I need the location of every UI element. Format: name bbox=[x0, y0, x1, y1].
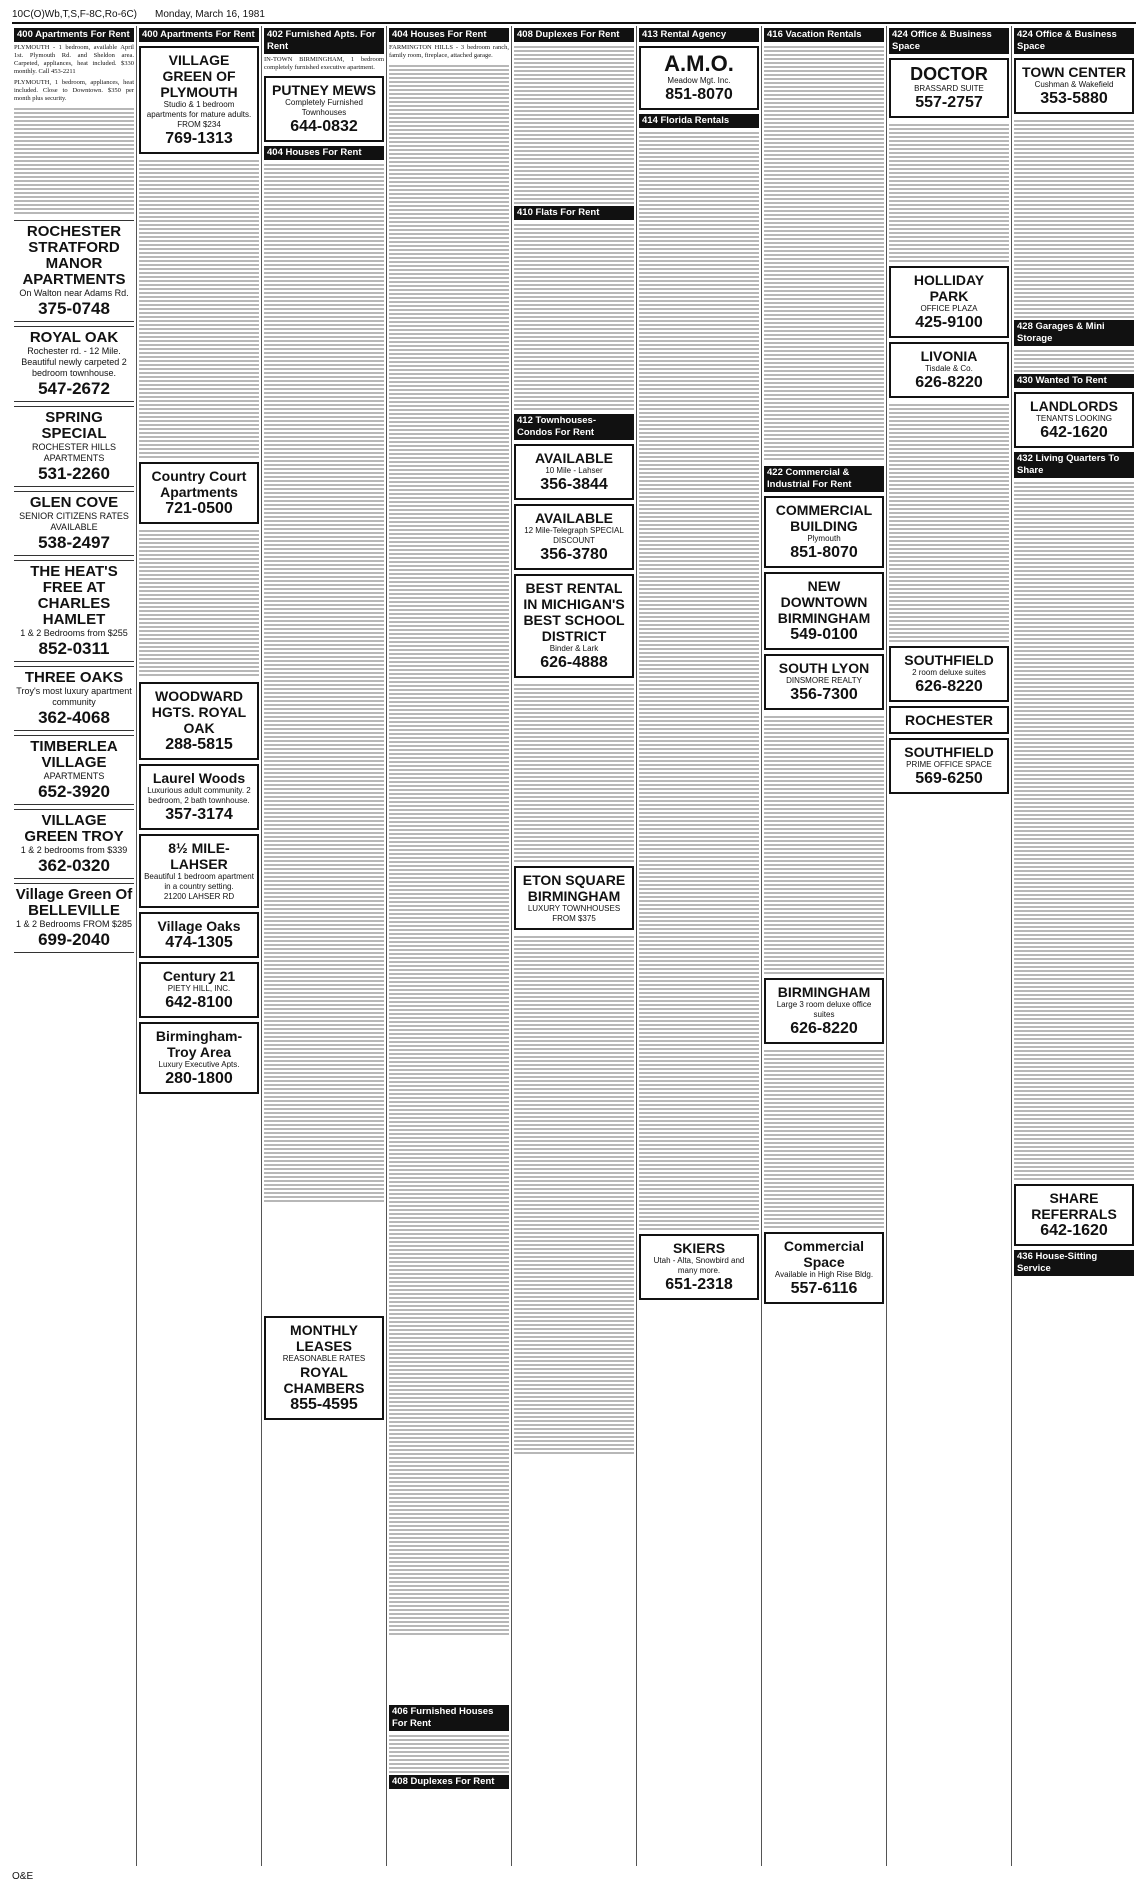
section-heading: 408 Duplexes For Rent bbox=[389, 1775, 509, 1789]
display-ad bbox=[764, 572, 884, 650]
ad-phone: 851-8070 bbox=[665, 86, 733, 103]
display-ad bbox=[764, 654, 884, 710]
ad-title: Laurel Woods bbox=[152, 770, 246, 786]
ad-phone: 651-2318 bbox=[665, 1276, 733, 1293]
text-block bbox=[1014, 348, 1134, 372]
ad-sub: SENIOR CITIZENS RATES AVAILABLE bbox=[19, 511, 129, 532]
display-ad bbox=[14, 666, 134, 731]
column-3 bbox=[262, 26, 387, 1866]
display-ad bbox=[139, 682, 259, 760]
ad-title: SPRING SPECIAL bbox=[41, 409, 107, 442]
text-block bbox=[514, 44, 634, 204]
ad-body: Studio & 1 bedroom apartments for mature adults. bbox=[146, 100, 252, 119]
ad-title: ETON SQUARE BIRMINGHAM bbox=[522, 872, 626, 904]
ad-sub: 1 & 2 Bedrooms from $255 bbox=[20, 628, 128, 638]
display-ad bbox=[764, 978, 884, 1044]
section-heading: 410 Flats For Rent bbox=[514, 206, 634, 220]
text-block bbox=[889, 402, 1009, 642]
display-ad bbox=[14, 326, 134, 402]
ad-title: A.M.O. bbox=[664, 51, 734, 76]
ad-sub: FROM $234 bbox=[177, 120, 221, 129]
section-heading: 424 Office & Business Space bbox=[889, 28, 1009, 54]
ad-sub: PIETY HILL, INC. bbox=[167, 984, 231, 993]
ad-title: Century 21 bbox=[162, 968, 236, 984]
ad-title: COMMERCIAL BUILDING bbox=[775, 502, 873, 534]
ad-phone: 288-5815 bbox=[165, 736, 233, 753]
column-6 bbox=[637, 26, 762, 1866]
display-ad bbox=[514, 866, 634, 930]
display-ad bbox=[514, 504, 634, 570]
column-4 bbox=[387, 26, 512, 1866]
ad-sub: 1 & 2 bedrooms from $339 bbox=[20, 845, 128, 855]
ad-title: Commercial Space bbox=[783, 1238, 865, 1270]
text-block bbox=[139, 528, 259, 678]
ad-sub: Meadow Mgt. Inc. bbox=[667, 76, 731, 85]
ad-title: WOODWARD HGTS. ROYAL OAK bbox=[151, 688, 247, 736]
ad-sub: Utah - Alta, Snowbird and many more. bbox=[653, 1256, 745, 1275]
ad-sub: BRASSARD SUITE bbox=[914, 84, 984, 93]
ad-title: Village Green Of BELLEVILLE bbox=[15, 886, 133, 919]
display-ad bbox=[139, 764, 259, 830]
ad-phone: 557-2757 bbox=[915, 94, 983, 111]
ad-title: Birmingham-Troy Area bbox=[155, 1028, 243, 1060]
ad-phone: 851-8070 bbox=[790, 544, 858, 561]
ad-phone: 474-1305 bbox=[165, 934, 233, 951]
display-ad bbox=[14, 560, 134, 662]
page-date: Monday, March 16, 1981 bbox=[155, 8, 265, 20]
ad-title: VILLAGE GREEN TROY bbox=[24, 812, 124, 845]
ad-sub: Plymouth bbox=[807, 534, 841, 543]
display-ad bbox=[514, 574, 634, 678]
ad-title: TIMBERLEA VILLAGE bbox=[30, 738, 118, 771]
ad-title: SOUTHFIELD bbox=[904, 652, 994, 668]
ad-title: ROCHESTER STRATFORD MANOR APARTMENTS bbox=[22, 223, 126, 288]
section-heading: 400 Apartments For Rent bbox=[14, 28, 134, 42]
section-heading: 416 Vacation Rentals bbox=[764, 28, 884, 42]
display-ad bbox=[889, 266, 1009, 338]
text-block bbox=[764, 1048, 884, 1228]
ad-title: THREE OAKS bbox=[24, 669, 124, 686]
ad-phone: 362-4068 bbox=[38, 708, 110, 727]
column-7 bbox=[762, 26, 887, 1866]
display-ad bbox=[889, 342, 1009, 398]
column-1 bbox=[12, 26, 137, 1866]
ad-sub: Troy's most luxury apartment community bbox=[16, 686, 132, 707]
ad-sub: Large 3 room deluxe office suites bbox=[776, 1000, 872, 1019]
section-heading: 408 Duplexes For Rent bbox=[514, 28, 634, 42]
ad-phone: 547-2672 bbox=[38, 379, 110, 398]
ad-sub: ROCHESTER HILLS APARTMENTS bbox=[31, 442, 117, 463]
ad-phone: 357-3174 bbox=[165, 806, 233, 823]
display-ad bbox=[14, 809, 134, 879]
ad-sub: 10 Mile - Lahser bbox=[545, 466, 603, 475]
ad-title: ROYAL OAK bbox=[29, 329, 119, 346]
ad-phone: 652-3920 bbox=[38, 782, 110, 801]
section-heading: 432 Living Quarters To Share bbox=[1014, 452, 1134, 478]
ad-phone: 642-1620 bbox=[1040, 1222, 1108, 1239]
ad-sub: TENANTS LOOKING bbox=[1035, 414, 1112, 423]
ad-sub: REASONABLE RATES bbox=[282, 1354, 366, 1363]
ad-title: LIVONIA bbox=[920, 348, 978, 364]
ad-title: DOCTOR bbox=[910, 64, 988, 84]
ad-title: AVAILABLE bbox=[534, 450, 614, 466]
section-heading: 404 Houses For Rent bbox=[264, 146, 384, 160]
ad-phone: 569-6250 bbox=[915, 770, 983, 787]
ad-phone: 356-3844 bbox=[540, 476, 608, 493]
column-8 bbox=[887, 26, 1012, 1866]
section-heading: 400 Apartments For Rent bbox=[139, 28, 259, 42]
display-ad bbox=[139, 912, 259, 958]
column-9 bbox=[1012, 26, 1136, 1866]
ad-phone: 280-1800 bbox=[165, 1070, 233, 1087]
section-heading: 424 Office & Business Space bbox=[1014, 28, 1134, 54]
text-block bbox=[889, 122, 1009, 262]
ad-title: TOWN CENTER bbox=[1022, 64, 1126, 80]
ad-title: LANDLORDS bbox=[1030, 398, 1118, 414]
ad-phone: 362-0320 bbox=[38, 856, 110, 875]
footer-code: O&E bbox=[12, 1871, 34, 1882]
ad-title: VILLAGE GREEN OF PLYMOUTH bbox=[160, 52, 238, 100]
text-block bbox=[514, 682, 634, 862]
text-block bbox=[639, 130, 759, 1230]
text-block bbox=[389, 1733, 509, 1773]
display-ad bbox=[264, 76, 384, 142]
ad-phone: 356-3780 bbox=[540, 546, 608, 563]
ad-phone: 425-9100 bbox=[915, 314, 983, 331]
ad-phone: 721-0500 bbox=[165, 500, 233, 517]
ad-phone: 557-6116 bbox=[790, 1280, 858, 1297]
ad-title: BEST RENTAL IN MICHIGAN'S BEST SCHOOL DISTRICT bbox=[523, 580, 625, 644]
classified-ad: PLYMOUTH - 1 bedroom, available April 1st. Plymouth Rd. and Sheldon area. Carpeted, appliances, heat included. $330 monthly. Call 453-2211 bbox=[14, 44, 134, 75]
ad-sub: Binder & Lark bbox=[549, 644, 599, 653]
text-block bbox=[14, 106, 134, 216]
ad-phone: 642-1620 bbox=[1040, 424, 1108, 441]
text-block bbox=[764, 44, 884, 464]
section-heading: 406 Furnished Houses For Rent bbox=[389, 1705, 509, 1731]
ad-phone: 531-2260 bbox=[38, 464, 110, 483]
ad-sub: Cushman & Wakefield bbox=[1034, 80, 1114, 89]
section-heading: 404 Houses For Rent bbox=[389, 28, 509, 42]
classified-ad: PLYMOUTH, 1 bedroom, appliances, heat included. Close to Downtown. $350 per month plus security. bbox=[14, 79, 134, 102]
ad-sub: Completely Furnished Townhouses bbox=[285, 98, 363, 117]
display-ad bbox=[639, 1234, 759, 1300]
ad-phone: 353-5880 bbox=[1040, 90, 1108, 107]
ad-title: Village Oaks bbox=[157, 918, 241, 934]
ad-phone: 644-0832 bbox=[290, 118, 358, 135]
newspaper-page bbox=[12, 6, 1136, 1882]
ad-title: AVAILABLE bbox=[534, 510, 614, 526]
text-block bbox=[1014, 480, 1134, 1180]
ad-phone: 549-0100 bbox=[790, 626, 858, 643]
ad-sub: On Walton near Adams Rd. bbox=[19, 288, 129, 298]
text-block bbox=[1014, 118, 1134, 318]
section-heading: 414 Florida Rentals bbox=[639, 114, 759, 128]
ad-title: SHARE REFERRALS bbox=[1031, 1190, 1117, 1222]
classified-ad: IN-TOWN BIRMINGHAM, 1 bedroom completely furnished executive apartment. bbox=[264, 56, 384, 71]
ad-sub: LUXURY TOWNHOUSES FROM $375 bbox=[527, 904, 621, 923]
ad-title: MONTHLY LEASES bbox=[290, 1322, 358, 1354]
ad-title: PUTNEY MEWS bbox=[272, 82, 376, 98]
display-ad bbox=[14, 883, 134, 953]
section-heading: 422 Commercial & Industrial For Rent bbox=[764, 466, 884, 492]
ad-title: ROCHESTER bbox=[905, 712, 993, 728]
text-block bbox=[389, 63, 509, 1703]
ad-phone: 642-8100 bbox=[165, 994, 233, 1011]
text-block bbox=[514, 222, 634, 412]
column-2 bbox=[137, 26, 262, 1866]
section-heading: 430 Wanted To Rent bbox=[1014, 374, 1134, 388]
ad-phone: 626-8220 bbox=[915, 374, 983, 391]
display-ad bbox=[14, 735, 134, 805]
section-heading: 436 House-Sitting Service bbox=[1014, 1250, 1134, 1276]
page-code: 10C(O)Wb,T,S,F-8C,Ro-6C) bbox=[12, 8, 138, 20]
display-ad bbox=[764, 496, 884, 568]
ad-sub: Tisdale & Co. bbox=[925, 364, 973, 373]
display-ad bbox=[514, 444, 634, 500]
ad-title: THE HEAT'S FREE AT CHARLES HAMLET bbox=[30, 563, 118, 628]
ad-phone: 769-1313 bbox=[165, 130, 233, 147]
display-ad bbox=[14, 406, 134, 487]
ad-title: NEW DOWNTOWN BIRMINGHAM bbox=[777, 578, 871, 626]
section-heading: 402 Furnished Apts. For Rent bbox=[264, 28, 384, 54]
ad-sub: DINSMORE REALTY bbox=[786, 676, 862, 685]
ad-sub: 12 Mile-Telegraph SPECIAL DISCOUNT bbox=[524, 526, 624, 545]
running-header bbox=[12, 6, 1136, 24]
classified-columns bbox=[12, 26, 1136, 1866]
ad-title: SOUTH LYON bbox=[778, 660, 870, 676]
display-ad bbox=[14, 220, 134, 322]
ad-sub: Beautiful 1 bedroom apartment in a country setting. bbox=[144, 872, 254, 891]
classified-ad: FARMINGTON HILLS - 3 bedroom ranch, family room, fireplace, attached garage. bbox=[389, 44, 509, 59]
ad-phone: 852-0311 bbox=[38, 639, 110, 658]
ad-title: SKIERS bbox=[672, 1240, 726, 1256]
ad-sub: Rochester rd. - 12 Mile. Beautiful newly carpeted 2 bedroom townhouse. bbox=[21, 346, 127, 378]
section-heading: 428 Garages & Mini Storage bbox=[1014, 320, 1134, 346]
display-ad bbox=[889, 738, 1009, 794]
ad-address: 21200 LAHSER RD bbox=[163, 892, 235, 901]
text-block bbox=[514, 934, 634, 1494]
ad-sub: 1 & 2 Bedrooms FROM $285 bbox=[15, 919, 133, 929]
display-ad bbox=[889, 58, 1009, 118]
ad-title: Country Court Apartments bbox=[151, 468, 247, 500]
ad-phone: 375-0748 bbox=[38, 299, 110, 318]
ad-sub: Luxury Executive Apts. bbox=[158, 1060, 240, 1069]
display-ad bbox=[139, 462, 259, 524]
display-ad bbox=[1014, 392, 1134, 448]
display-ad bbox=[139, 1022, 259, 1094]
ad-sub: 2 room deluxe suites bbox=[912, 668, 986, 677]
ad-sub: Luxurious adult community. 2 bedroom, 2 bath townhouse. bbox=[147, 786, 251, 805]
ad-sub: APARTMENTS bbox=[43, 771, 105, 781]
display-ad bbox=[1014, 1184, 1134, 1246]
display-ad bbox=[139, 962, 259, 1018]
ad-sub: PRIME OFFICE SPACE bbox=[906, 760, 992, 769]
ad-sub: OFFICE PLAZA bbox=[920, 304, 978, 313]
display-ad bbox=[139, 834, 259, 908]
section-heading: 413 Rental Agency bbox=[639, 28, 759, 42]
ad-title: 8½ MILE-LAHSER bbox=[168, 840, 230, 872]
text-block bbox=[139, 158, 259, 458]
ad-phone: 626-8220 bbox=[915, 678, 983, 695]
column-5 bbox=[512, 26, 637, 1866]
ad-title: GLEN COVE bbox=[29, 494, 119, 511]
display-ad bbox=[889, 706, 1009, 734]
ad-sub: Available in High Rise Bldg. bbox=[774, 1270, 874, 1279]
ad-phone: 356-7300 bbox=[790, 686, 858, 703]
display-ad bbox=[639, 46, 759, 110]
display-ad bbox=[14, 491, 134, 556]
text-block bbox=[764, 714, 884, 974]
section-heading: 412 Townhouses-Condos For Rent bbox=[514, 414, 634, 440]
ad-phone: 538-2497 bbox=[38, 533, 110, 552]
ad-title: BIRMINGHAM bbox=[777, 984, 871, 1000]
ad-phone: 626-8220 bbox=[790, 1020, 858, 1037]
ad-phone: 626-4888 bbox=[540, 654, 608, 671]
ad-title-2: ROYAL CHAMBERS bbox=[283, 1364, 365, 1396]
display-ad bbox=[764, 1232, 884, 1304]
ad-phone: 699-2040 bbox=[38, 930, 110, 949]
display-ad bbox=[139, 46, 259, 154]
display-ad bbox=[264, 1316, 384, 1420]
text-block bbox=[264, 162, 384, 1312]
ad-phone: 855-4595 bbox=[290, 1396, 358, 1413]
ad-title: HOLLIDAY PARK bbox=[913, 272, 985, 304]
display-ad bbox=[1014, 58, 1134, 114]
display-ad bbox=[889, 646, 1009, 702]
ad-title: SOUTHFIELD bbox=[904, 744, 994, 760]
